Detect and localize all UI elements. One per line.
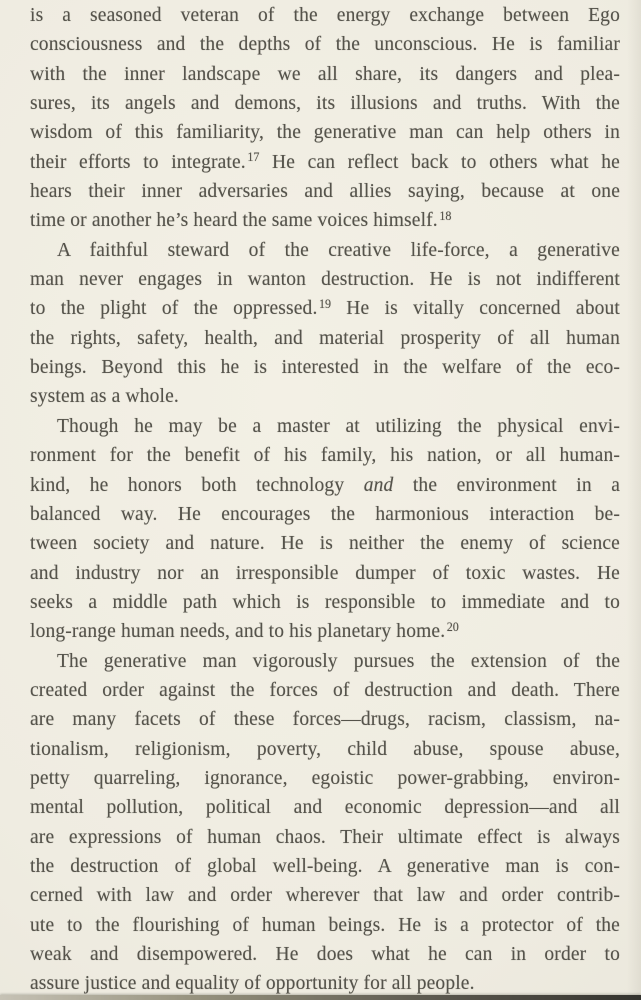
text-line	[30, 588, 620, 617]
text-line	[30, 823, 620, 852]
text-segment: petty quarreling, ignorance, egoistic power-grabbing, environ-	[30, 767, 620, 789]
text-line	[30, 1, 620, 30]
footnote-ref: 19	[318, 296, 332, 311]
footnote-ref: 20	[446, 619, 459, 634]
text-line	[30, 324, 620, 353]
paragraph	[30, 236, 620, 412]
text-segment: sures, its angels and demons, its illusions and truths. With the	[30, 93, 620, 115]
text-line	[30, 559, 620, 588]
text-line	[30, 206, 620, 235]
text-line	[30, 676, 620, 705]
text-line	[30, 735, 620, 764]
text-line	[30, 353, 620, 382]
text-line	[30, 852, 620, 881]
italic-text: and	[363, 474, 394, 496]
page-right-shade	[627, 0, 641, 1000]
text-segment: beings. Beyond this he is interested in the welfare of the eco-	[30, 357, 620, 379]
paragraph	[30, 412, 620, 647]
text-line	[30, 471, 620, 500]
text-segment: ronment for the benefit of his family, his nation, or all human-	[30, 445, 620, 467]
text-segment: A faithful steward of the creative life-force, a generative	[57, 239, 620, 261]
text-segment: balanced way. He encourages the harmonious interaction be-	[30, 503, 620, 525]
text-segment: consciousness and the depths of the unconscious. He is familiar	[30, 34, 620, 56]
text-line	[30, 60, 620, 89]
text-line	[30, 118, 620, 147]
text-line	[30, 177, 620, 206]
text-segment: the destruction of global well-being. A generative man is con-	[30, 855, 620, 877]
footnote-ref: 18	[439, 208, 452, 223]
text-segment: kind, he honors both technology	[30, 474, 364, 496]
text-line	[30, 617, 620, 646]
text-segment: hears their inner adversaries and allies saying, because at one	[30, 181, 620, 203]
text-segment: man never engages in wanton destruction. He is not indifferent	[30, 269, 620, 291]
text-segment: are many facets of these forces—drugs, racism, classism, na-	[30, 709, 620, 731]
text-segment: the environment in a	[393, 474, 620, 496]
text-segment: are expressions of human chaos. Their ultimate effect is always	[30, 826, 620, 848]
text-line	[30, 764, 620, 793]
text-line	[30, 382, 620, 411]
text-segment: mental pollution, political and economic depression—and all	[30, 797, 620, 819]
text-segment: assure justice and equality of opportunity for all people.	[30, 973, 475, 995]
paragraph	[30, 1, 620, 236]
text-segment: tionalism, religionism, poverty, child abuse, spouse abuse,	[30, 738, 620, 760]
text-line	[30, 529, 620, 558]
text-line	[30, 30, 620, 59]
text-line	[30, 441, 620, 470]
text-line	[30, 294, 620, 323]
text-segment: cerned with law and order wherever that law and order contrib-	[30, 885, 620, 907]
text-segment: tween society and nature. He is neither the enemy of science	[30, 533, 620, 555]
text-line	[30, 705, 620, 734]
text-segment: is a seasoned veteran of the energy exchange between Ego	[30, 5, 620, 26]
text-segment: ute to the flourishing of human beings. He is a protector of the	[30, 914, 620, 936]
text-line	[30, 647, 620, 676]
scan-edge-shadow	[0, 995, 641, 1000]
text-segment: system as a whole.	[30, 386, 179, 408]
footnote-ref: 17	[247, 150, 260, 165]
text-segment: long-range human needs, and to his planetary home.	[30, 621, 446, 643]
paragraph	[30, 647, 620, 999]
text-line	[30, 89, 620, 118]
text-segment: to the plight of the oppressed.	[30, 298, 318, 320]
text-segment: time or another he’s heard the same voices himself.	[30, 210, 438, 232]
text-segment: Though he may be a master at utilizing the physical envi-	[57, 415, 620, 437]
text-segment: and industry nor an irresponsible dumper of toxic wastes. He	[30, 562, 620, 584]
text-segment: with the inner landscape we all share, its dangers and plea-	[30, 63, 620, 85]
text-segment: created order against the forces of destruction and death. There	[30, 679, 620, 701]
text-line	[30, 500, 620, 529]
text-line	[30, 412, 620, 441]
text-line	[30, 148, 620, 177]
text-line	[30, 940, 620, 969]
text-segment: seeks a middle path which is responsible to immediate and to	[30, 591, 620, 613]
text-block	[30, 1, 620, 999]
text-segment: He can reflect back to others what he	[259, 151, 620, 173]
text-line	[30, 236, 620, 265]
text-line	[30, 793, 620, 822]
text-line	[30, 881, 620, 910]
text-segment: weak and disempowered. He does what he can in order to	[30, 944, 620, 965]
text-segment: wisdom of this familiarity, the generative man can help others in	[30, 122, 620, 144]
text-segment: the rights, safety, health, and material prosperity of all human	[30, 327, 620, 349]
text-line	[30, 265, 620, 294]
text-segment: He is vitally concerned about	[331, 298, 620, 320]
text-segment: their efforts to integrate.	[30, 151, 246, 173]
text-line	[30, 911, 620, 940]
text-segment: The generative man vigorously pursues the extension of the	[57, 650, 620, 672]
